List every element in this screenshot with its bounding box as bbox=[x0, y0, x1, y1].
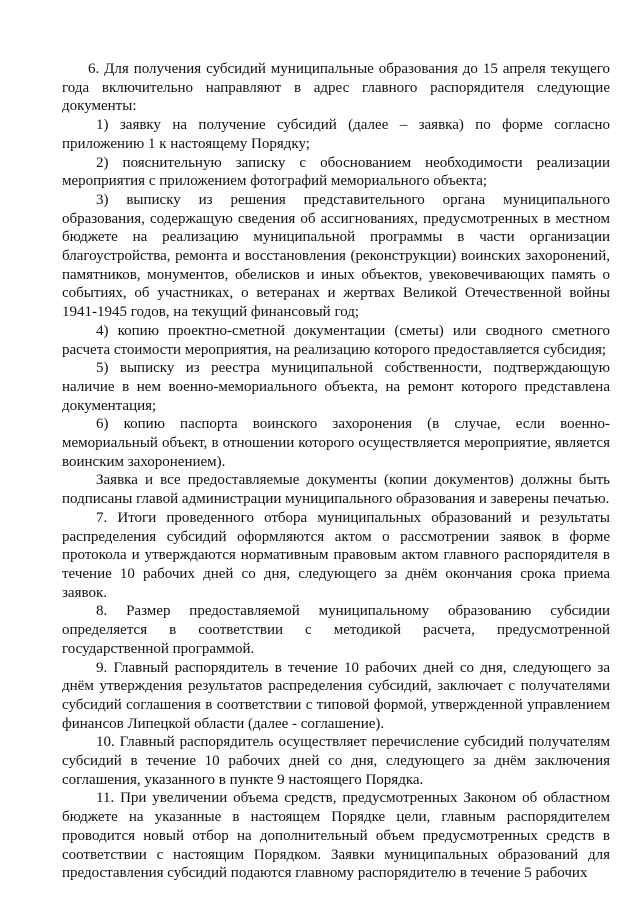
paragraph-10: 10. Главный распорядитель осуществляет перечисление субсидий получателям субсидий в течение 10 рабочих дней со дня, следующего за днём заключения соглашения, указанного в пункте 9 настоящего Порядка. bbox=[62, 734, 610, 788]
paragraph-9: 9. Главный распорядитель в течение 10 рабочих дней со дня, следующего за днём утверждения результатов распределения субсидий, заключает с получателями субсидий соглашения в соответствии с типовой формой, утвержденной управлением финансов Липецкой области (далее - соглашение). bbox=[62, 659, 610, 732]
document-page bbox=[62, 60, 610, 883]
list-item-6: 6) копию паспорта воинского захоронения (в случае, если военно-мемориальный объект, в отношении которого осуществляется мероприятие, является воинским захоронением). bbox=[62, 416, 610, 470]
list-item-2: 2) пояснительную записку с обоснованием необходимости реализации мероприятия с приложением фотографий мемориального объекта; bbox=[62, 154, 610, 190]
paragraph-7: 7. Итоги проведенного отбора муниципальных образований и результаты распределения субсидий оформляются актом о рассмотрении заявок в форме протокола и утверждаются нормативным правовым актом главного распорядителя в течение 10 рабочих дней со дня, следующего за днём окончания срока приема заявок. bbox=[62, 509, 610, 601]
signature-requirement: Заявка и все предоставляемые документы (копии документов) должны быть подписаны главой администрации муниципального образования и заверены печатью. bbox=[62, 472, 610, 508]
list-item-4: 4) копию проектно-сметной документации (сметы) или сводного сметного расчета стоимости мероприятия, на реализацию которого предоставляется субсидия; bbox=[62, 322, 610, 358]
list-item-3: 3) выписку из решения представительного органа муниципального образования, содержащую сведения об ассигнованиях, предусмотренных в местном бюджете на реализацию муниципальной программы в части организации благоустройства, ремонта и восстановления (реконструкции) воинских захоронений, памятников, монументов, обелисков и иных объектов, увековечивающих память о событиях, об участниках, о ветеранах и жертвах Великой Отечественной войны 1941-1945 годов, на текущий финансовый год; bbox=[62, 191, 610, 321]
paragraph-8: 8. Размер предоставляемой муниципальному образованию субсидии определяется в соответствии с методикой расчета, предусмотренной государственной программой. bbox=[62, 603, 610, 657]
paragraph-11: 11. При увеличении объема средств, предусмотренных Законом об областном бюджете на указанные в настоящем Порядке цели, главным распорядителем проводится новый отбор на дополнительный объем предусмотренных средств в соответствии с настоящим Порядком. Заявки муниципальных образований для предоставления субсидий подаются главному распорядителю в течение 5 рабочих bbox=[62, 790, 610, 882]
list-item-1: 1) заявку на получение субсидий (далее – заявка) по форме согласно приложению 1 к настоящему Порядку; bbox=[62, 117, 610, 152]
list-item-5: 5) выписку из реестра муниципальной собственности, подтверждающую наличие в нем военно-мемориального объекта, на ремонт которого представлена документация; bbox=[62, 360, 610, 414]
paragraph-6: 6. Для получения субсидий муниципальные образования до 15 апреля текущего года включительно направляют в адрес главного распорядителя следующие документы: bbox=[62, 61, 610, 115]
